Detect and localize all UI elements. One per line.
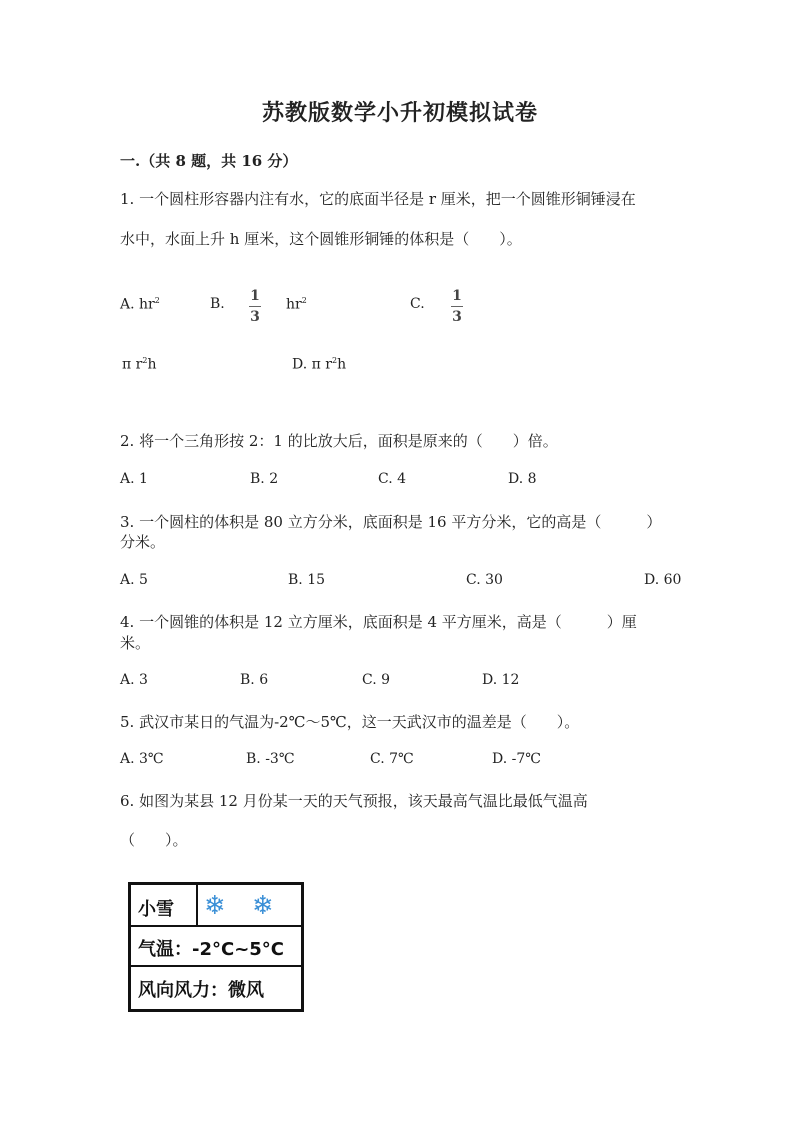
q1-option-c-numerator: 1	[452, 288, 462, 304]
q1-option-b-tail-text: hr	[286, 296, 302, 313]
q1-option-c-denominator: 3	[452, 309, 462, 325]
q3-option-b: B. 15	[288, 572, 326, 588]
question-1-line-1: 1. 一个圆柱形容器内注有水，它的底面半径是 r 厘米，把一个圆锥形铜锤浸在	[120, 190, 636, 208]
q1-option-d-text: D. π r	[292, 356, 332, 373]
weather-row-wind	[128, 967, 304, 1009]
q4-option-b: B. 6	[240, 672, 269, 688]
q1-option-b-tail	[286, 296, 307, 313]
section-heading: 一.（共 8 题，共 16 分）	[120, 152, 298, 170]
weather-row-condition	[128, 885, 304, 927]
question-6-line-1: 6. 如图为某县 12 月份某一天的天气预报，该天最高气温比最低气温高	[120, 792, 588, 810]
q4-option-d: D. 12	[482, 672, 520, 688]
weather-row-temperature	[128, 927, 304, 967]
q1-option-a-exponent: 2	[154, 296, 160, 305]
weather-row-divider	[196, 885, 198, 925]
q5-option-b: B. -3℃	[246, 751, 295, 767]
q5-option-d: D. -7℃	[492, 751, 541, 767]
question-2: 2. 将一个三角形按 2：1 的比放大后，面积是原来的（ ）倍。	[120, 432, 558, 450]
q3-option-a: A. 5	[120, 572, 148, 588]
page-title: 苏教版数学小升初模拟试卷	[261, 100, 538, 126]
question-3-line-2: 分米。	[120, 533, 166, 551]
q1-option-c-label: C.	[410, 296, 425, 312]
question-3-line-1: 3. 一个圆柱的体积是 80 立方分米，底面积是 16 平方分米，它的高是（ ）	[120, 513, 662, 531]
q2-option-c: C. 4	[378, 471, 407, 487]
q1-option-c-tail	[122, 356, 156, 373]
snowflake-icon: ❄	[204, 891, 226, 921]
weather-wind-text: 风向风力：微风	[138, 980, 264, 1001]
q1-option-b-label: B.	[210, 296, 225, 312]
question-4-line-1: 4. 一个圆锥的体积是 12 立方厘米，底面积是 4 平方厘米，高是（ ）厘	[120, 613, 637, 631]
q4-option-c: C. 9	[362, 672, 391, 688]
q2-option-a: A. 1	[120, 471, 148, 487]
question-1-line-2: 水中，水面上升 h 厘米，这个圆锥形铜锤的体积是（ ）。	[120, 230, 522, 248]
q1-option-c-tail-end: h	[147, 356, 157, 373]
q2-option-b: B. 2	[250, 471, 279, 487]
q1-option-d	[292, 356, 346, 373]
q1-option-d-exponent: 2	[331, 356, 338, 365]
snowflake-icon: ❄	[252, 891, 274, 921]
q3-option-c: C. 30	[466, 572, 503, 588]
question-4-line-2: 米。	[120, 634, 151, 652]
q2-option-d: D. 8	[508, 471, 537, 487]
q1-option-b-fraction	[249, 288, 261, 325]
question-6-line-2: （ ）。	[120, 831, 188, 849]
weather-condition-text: 小雪	[138, 899, 174, 920]
q1-option-a	[120, 296, 160, 313]
weather-temperature-text: 气温：-2°C~5°C	[138, 939, 285, 960]
q5-option-a: A. 3℃	[120, 751, 164, 767]
q1-option-c-fraction	[451, 288, 463, 325]
q1-option-c-exponent: 2	[142, 356, 148, 365]
q1-option-d-tail: h	[337, 356, 347, 373]
q5-option-c: C. 7℃	[370, 751, 414, 767]
q4-option-a: A. 3	[120, 672, 148, 688]
q1-option-b-numerator: 1	[250, 288, 260, 304]
question-5: 5. 武汉市某日的气温为-2℃～5℃，这一天武汉市的温差是（ ）。	[120, 713, 580, 731]
q1-option-b-denominator: 3	[250, 309, 260, 325]
q1-option-c-tail-text: π r	[122, 356, 143, 373]
weather-forecast-card	[128, 882, 304, 1012]
q1-option-a-text: A. hr	[120, 296, 155, 313]
q1-option-b-exponent: 2	[301, 296, 307, 305]
q3-option-d: D. 60	[644, 572, 682, 588]
